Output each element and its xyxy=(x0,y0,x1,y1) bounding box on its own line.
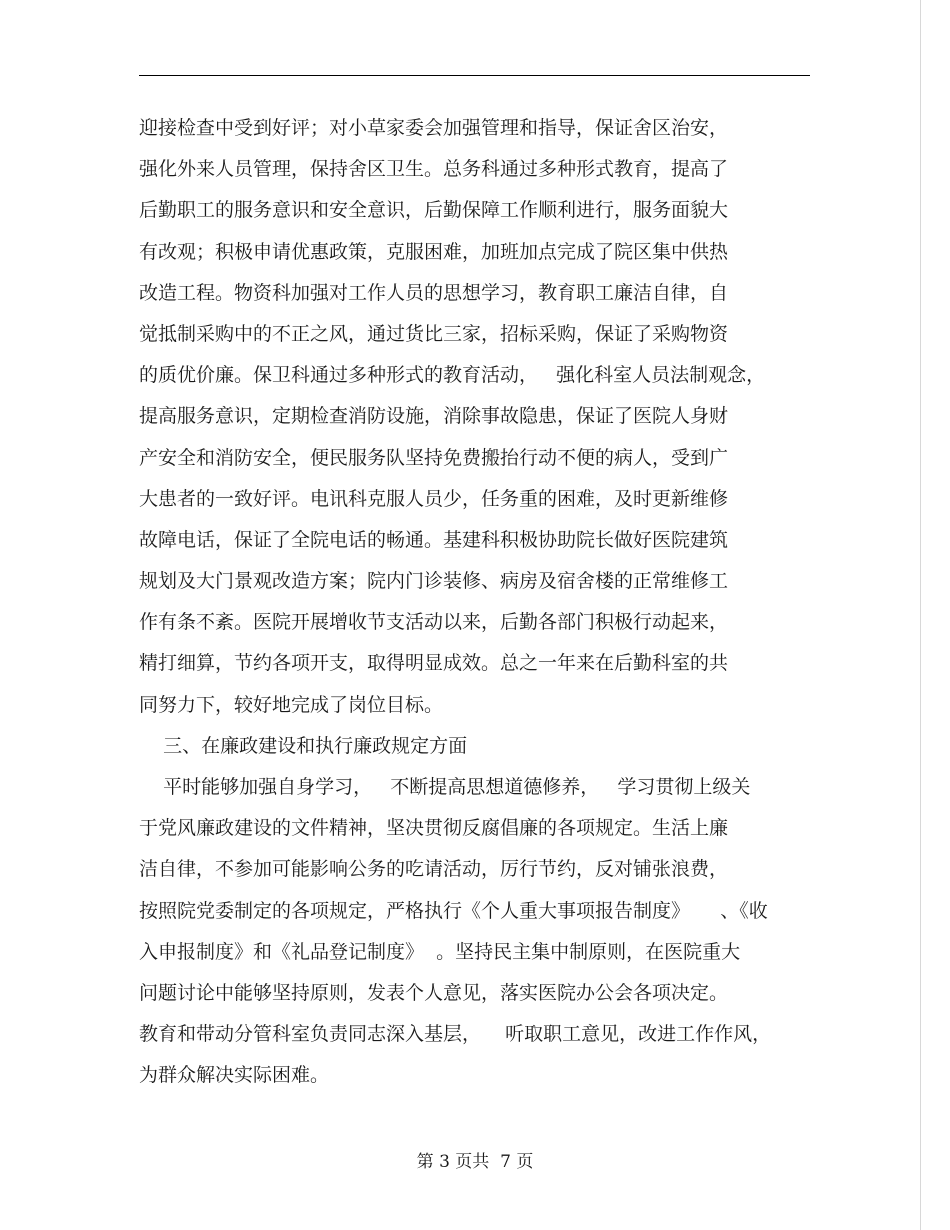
text-line: 改造工程。物资科加强对工作人员的思想学习，教育职工廉洁自律，自 xyxy=(139,281,729,304)
text-line: 问题讨论中能够坚持原则，发表个人意见，落实医院办公会各项决定。 xyxy=(139,981,729,1004)
text-line: 提高服务意识，定期检查消防设施，消除事故隐患，保证了医院人身财 xyxy=(139,405,729,428)
text-line: 教育和带动分管科室负责同志深入基层， 听取职工意见，改进工作作风， xyxy=(139,1023,772,1046)
text-line: 洁自律，不参加可能影响公务的吃请活动，厉行节约，反对铺张浪费， xyxy=(139,858,729,881)
text-line: 于党风廉政建设的文件精神，坚决贯彻反腐倡廉的各项规定。生活上廉 xyxy=(139,817,729,840)
text-line: 同努力下，较好地完成了岗位目标。 xyxy=(139,693,444,716)
text-line: 产安全和消防安全，便民服务队坚持免费搬抬行动不便的病人，受到广 xyxy=(139,446,729,469)
text-line: 平时能够加强自身学习， 不断提高思想道德修养， 学习贯彻上级关 xyxy=(139,776,751,798)
text-line: 大患者的一致好评。电讯科克服人员少，任务重的困难，及时更新维修 xyxy=(139,487,729,510)
text-line: 规划及大门景观改造方案；院内门诊装修、病房及宿舍楼的正常维修工 xyxy=(139,570,729,593)
text-line: 故障电话，保证了全院电话的畅通。基建科积极协助院长做好医院建筑 xyxy=(139,528,729,551)
body-text xyxy=(139,108,829,1097)
text-line: 觉抵制采购中的不正之风，通过货比三家，招标采购，保证了采购物资 xyxy=(139,322,729,345)
section-heading: 三、在廉政建设和执行廉政规定方面 xyxy=(139,734,468,757)
text-line: 的质优价廉。保卫科通过多种形式的教育活动， 强化科室人员法制观念， xyxy=(139,364,766,387)
text-line: 为群众解决实际困难。 xyxy=(139,1064,330,1087)
text-line: 后勤职工的服务意识和安全意识，后勤保障工作顺利进行，服务面貌大 xyxy=(139,199,729,222)
page-edge-divider xyxy=(920,0,921,1230)
text-line: 入申报制度》和《礼品登记制度》 。坚持民主集中制原则，在医院重大 xyxy=(139,940,741,963)
text-line: 按照院党委制定的各项规定，严格执行《个人重大事项报告制度》 、《收 xyxy=(139,899,768,922)
text-line: 有改观；积极申请优惠政策，克服困难，加班加点完成了院区集中供热 xyxy=(139,240,729,263)
text-line: 强化外来人员管理，保持舍区卫生。总务科通过多种形式教育，提高了 xyxy=(139,158,729,181)
text-line: 精打细算，节约各项开支，取得明显成效。总之一年来在后勤科室的共 xyxy=(139,652,729,675)
text-line: 迎接检查中受到好评；对小草家委会加强管理和指导，保证舍区治安， xyxy=(139,117,729,139)
header-rule xyxy=(139,75,810,76)
page-number: 第 3 页共 7 页 xyxy=(416,1152,534,1172)
text-line: 作有条不紊。医院开展增收节支活动以来，后勤各部门积极行动起来， xyxy=(139,611,729,634)
